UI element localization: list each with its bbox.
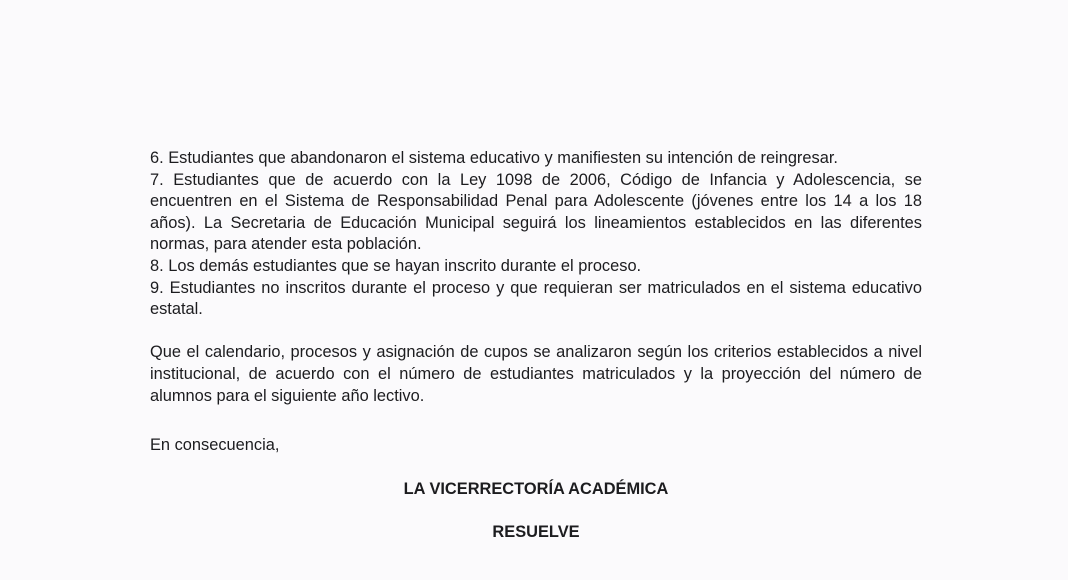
spacer: [150, 500, 922, 522]
list-item-6: 6. Estudiantes que abandonaron el sistema educativo y manifiesten su intención de reingresar.: [150, 149, 838, 167]
spacer: [150, 407, 922, 435]
document-body: [150, 148, 922, 544]
resolve-heading: RESUELVE: [492, 523, 580, 542]
spacer: [150, 321, 922, 343]
list-item-9: 9. Estudiantes no inscritos durante el proceso y que requieran ser matriculados en el sistema educativo estatal.: [150, 278, 922, 319]
authority-heading: LA VICERRECTORÍA ACADÉMICA: [403, 479, 669, 498]
list-item-8: 8. Los demás estudiantes que se hayan inscrito durante el proceso.: [150, 256, 642, 275]
consequence-text: En consecuencia,: [150, 436, 280, 455]
considerando-paragraph: Que el calendario, procesos y asignación de cupos se analizaron según los criterios establecidos a nivel institucional, de acuerdo con el número de estudiantes matriculados y la proyección del número de alumnos para el siguiente año lectivo.: [150, 343, 922, 405]
spacer: [150, 457, 922, 479]
list-item-7: 7. Estudiantes que de acuerdo con la Ley 1098 de 2006, Código de Infancia y Adolescencia, se encuentren en el Sistema de Responsabilidad Penal para Adolescente (jóvenes entre los 14 a los 18 años). La Secretaria de Educación Municipal seguirá los lineamientos establecidos en las diferentes normas, para atender esta población.: [150, 170, 922, 254]
